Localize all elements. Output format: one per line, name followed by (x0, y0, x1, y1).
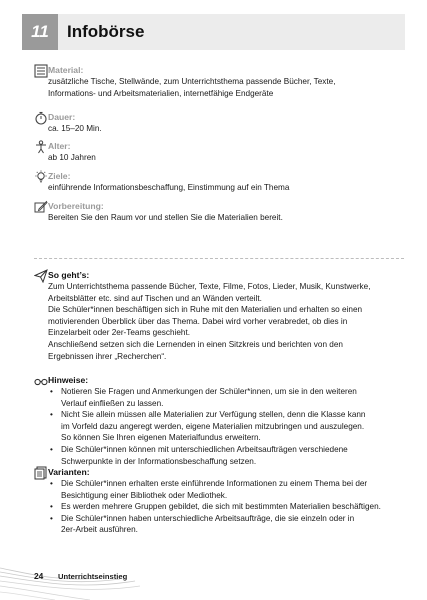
section-alter (34, 140, 404, 164)
section-vorbereitung (34, 200, 404, 224)
page-title: Infobörse (67, 22, 145, 41)
alter-label: Alter: (48, 141, 71, 151)
section-divider (34, 258, 404, 259)
list-item: • Notieren Sie Fragen und Anmerkungen der Schüler*innen, um sie in den weiteren Verlauf einfließen zu lassen. (59, 386, 404, 409)
vorbereitung-value: Bereiten Sie den Raum vor und stellen Sie die Materialien bereit. (48, 213, 283, 222)
so-gehts-line: Ergebnissen ihrer „Recherchen“. (48, 351, 167, 361)
material-line: Informations- und Arbeitsmaterialien, internetfähige Endgeräte (48, 88, 274, 98)
so-gehts-line: motivierenden Überblick über das Thema. Dabei wird vorher verabredet, ob dies in (48, 316, 348, 326)
so-gehts-label: So geht’s: (48, 270, 90, 280)
hinweise-label: Hinweise: (48, 375, 89, 385)
page-header (22, 14, 405, 50)
section-hinweise (34, 374, 404, 467)
lightbulb-icon (34, 170, 48, 184)
section-ziele (34, 170, 404, 194)
so-gehts-line: Einzelarbeit oder 2er-Teams geschieht. (48, 328, 190, 338)
material-label: Material: (48, 65, 84, 75)
so-gehts-line: Arbeitsblätter etc. sind auf Tischen und an Wänden verteilt. (48, 293, 262, 303)
so-gehts-line: Anschließend setzen sich die Lernenden in einen Sitzkreis und berichten von den (48, 339, 343, 349)
section-so-gehts (34, 269, 404, 362)
document-icon (34, 466, 48, 480)
alter-value: ab 10 Jahren (48, 153, 96, 162)
hinweise-list (48, 386, 404, 467)
glasses-icon (34, 374, 48, 388)
footer-label: Unterrichtseinstieg (58, 571, 128, 581)
material-line: zusätzliche Tische, Stellwände, zum Unterrichtsthema passende Bücher, Texte, (48, 77, 336, 86)
ziele-label: Ziele: (48, 171, 71, 181)
vorbereitung-label: Vorbereitung: (48, 201, 104, 211)
list-item: • Die Schüler*innen haben unterschiedliche Arbeitsaufträge, die sie einzeln oder in 2er-Arbeit ausführen. (59, 513, 404, 536)
list-icon (34, 64, 48, 78)
stopwatch-icon (34, 111, 48, 125)
pencil-icon (34, 200, 48, 214)
dauer-value: ca. 15–20 Min. (48, 124, 102, 133)
varianten-label: Varianten: (48, 467, 90, 477)
section-varianten (34, 466, 404, 536)
section-material (34, 64, 404, 99)
list-item: • Nicht Sie allein müssen alle Materialien zur Verfügung stellen, denn die Klasse kann im Vorfeld dazu angeregt werden, eigene Materialien mitzubringen und auszulegen. So können Sie Ihren eigenen Materialfundus erweitern. (59, 409, 404, 444)
list-item: • Die Schüler*innen erhalten erste einführende Informationen zu einem Thema bei der Besichtigung einer Bibliothek oder Mediothek. (59, 478, 404, 501)
person-icon (34, 140, 48, 154)
list-item: • Die Schüler*innen können mit unterschiedlichen Arbeitsaufträgen verschiedene Schwerpunkte in der Informationsbeschaffung setzen. (59, 444, 404, 467)
chapter-number-badge: 11 (22, 14, 58, 50)
paper-plane-icon (34, 269, 48, 283)
so-gehts-line: Zum Unterrichtsthema passende Bücher, Texte, Filme, Fotos, Lieder, Musik, Kunstwerke, (48, 282, 371, 291)
ziele-value: einführende Informationsbeschaffung, Einstimmung auf ein Thema (48, 183, 290, 192)
page-number: 24 (34, 571, 44, 581)
varianten-list (48, 478, 404, 536)
list-item: • Es werden mehrere Gruppen gebildet, die sich mit bestimmten Materialien beschäftigen. (59, 501, 404, 513)
section-dauer (34, 111, 404, 135)
so-gehts-line: Die Schüler*innen beschäftigen sich in Ruhe mit den Materialien und erhalten so einen (48, 305, 363, 315)
dauer-label: Dauer: (48, 112, 76, 122)
